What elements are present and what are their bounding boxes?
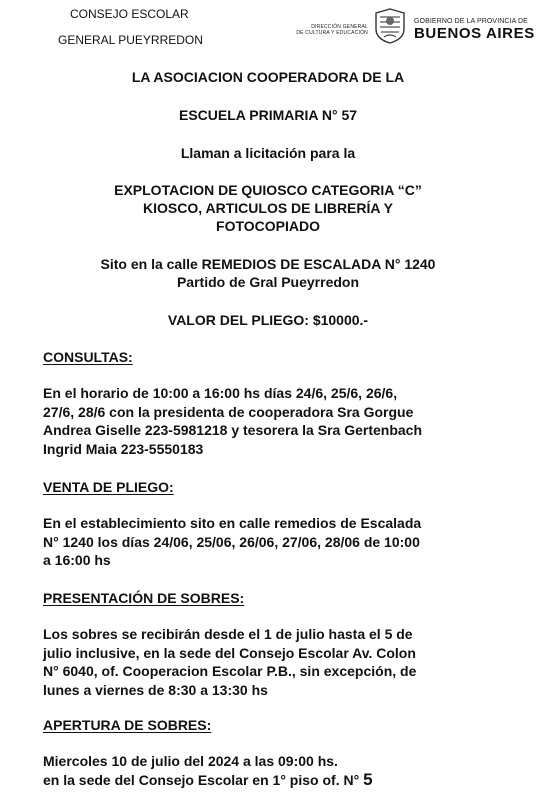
consultas-line: Ingrid Maia 223-5550183 (43, 440, 204, 457)
intro-line-6: FOTOCOPIADO (216, 218, 320, 234)
consultas-line: En el horario de 10:00 a 16:00 hs días 24/6, 25/6, 26/6, (43, 385, 398, 401)
consultas-body (43, 384, 513, 458)
venta-line: N° 1240 los días 24/06, 25/06, 26/06, 27/06, 28/06 de 10:00 (43, 533, 420, 550)
apertura-line-1: Miercoles 10 de julio del 2024 a las 09:00 hs. (43, 753, 338, 769)
intro-line-8: Partido de Gral Pueyrredon (176, 274, 360, 290)
venta-body (43, 514, 513, 570)
apertura-line-2-text: en la sede del Consejo Escolar en 1° piso of. N° (43, 771, 364, 788)
valor-pliego: VALOR DEL PLIEGO: $10000.- (167, 312, 369, 328)
presentacion-line: Los sobres se recibirán desde el 1 de julio hasta el 5 de (43, 626, 413, 642)
presentacion-line: N° 6040, of. Cooperacion Escolar P.B., sin excepción, de (43, 663, 417, 679)
venta-line: En el establecimiento sito en calle remedios de Escalada (43, 515, 422, 531)
intro-line-7: Sito en la calle REMEDIOS DE ESCALADA N° 1240 (100, 256, 436, 272)
venta-title: VENTA DE PLIEGO: (43, 479, 174, 495)
presentacion-line: lunes a viernes de 8:30 a 13:30 hs (43, 681, 268, 698)
dgce-logo-text (296, 24, 368, 36)
consultas-line: 27/6, 28/6 con la presidenta de cooperadora Sra Gorgue (43, 403, 414, 420)
apertura-title: APERTURA DE SOBRES: (43, 717, 212, 733)
venta-line: a 16:00 hs (43, 552, 111, 568)
consultas-line: Andrea Giselle 223-5981218 y tesorera la Sra Gertenbach (43, 422, 422, 438)
consultas-title: CONSULTAS: (43, 349, 133, 365)
dgce-line-1: DIRECCIÓN GENERAL (311, 24, 368, 30)
presentacion-title: PRESENTACIÓN DE SOBRES: (43, 590, 245, 606)
intro-line-3: Llaman a licitación para la (180, 145, 356, 161)
provincial-seal-icon (372, 7, 408, 45)
intro-line-2: ESCUELA PRIMARIA N° 57 (178, 107, 358, 123)
dgce-line-2: DE CULTURA Y EDUCACIÓN (296, 30, 368, 36)
presentacion-body (43, 625, 513, 699)
intro-line-1: LA ASOCIACION COOPERADORA DE LA (131, 69, 405, 85)
consejo-line-1: CONSEJO ESCOLAR (70, 7, 189, 21)
intro-line-5: KIOSCO, ARTICULOS DE LIBRERÍA Y (143, 200, 393, 216)
gobierno-logo (414, 18, 535, 42)
office-number: 5 (363, 769, 373, 789)
consejo-line-2: GENERAL PUEYRREDON (58, 33, 203, 47)
apertura-line-2 (43, 771, 513, 790)
buenos-aires-text: BUENOS AIRES (414, 25, 535, 42)
intro-line-4: EXPLOTACION DE QUIOSCO CATEGORIA “C” (114, 182, 422, 198)
presentacion-line: julio inclusive, en la sede del Consejo Escolar Av. Colon (43, 644, 416, 661)
gobierno-small-text: GOBIERNO DE LA PROVINCIA DE (414, 18, 528, 25)
apertura-body (43, 752, 513, 789)
